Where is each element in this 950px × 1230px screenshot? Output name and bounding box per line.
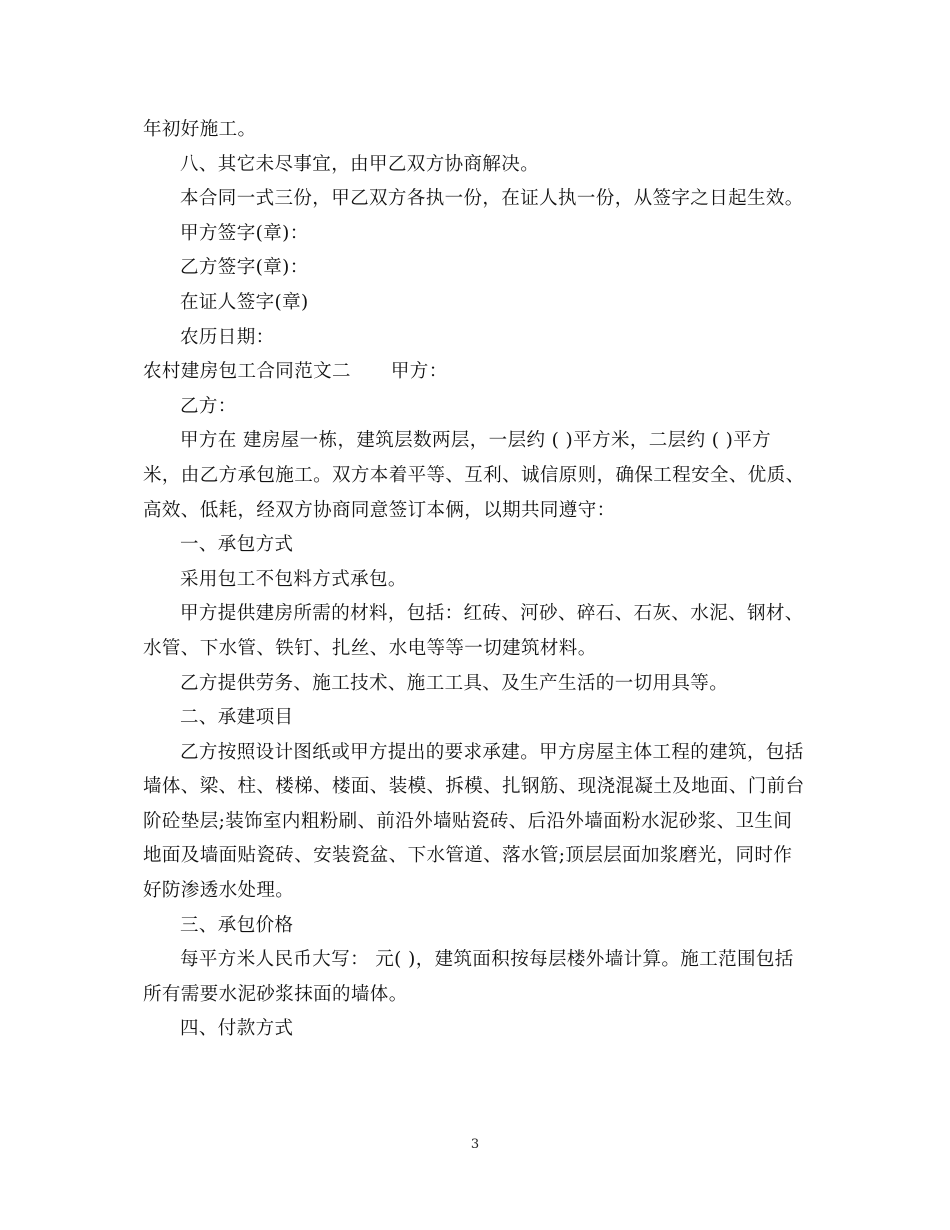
party-a-signature-line: 甲方签字(章)：: [180, 222, 309, 244]
lunar-date-line: 农历日期：: [180, 326, 275, 348]
clause-8: 八、其它未尽事宜，由甲乙双方协商解决。: [180, 153, 540, 175]
section-heading-line: [143, 355, 808, 390]
document-body: [143, 113, 808, 1047]
heading-contract-price: 三、承包价格: [180, 914, 294, 936]
heading-contracting-method: 一、承包方式: [180, 534, 294, 556]
construction-items-paragraph: 乙方按照设计图纸或甲方提出的要求承建。甲方房屋主体工程的建筑，包括墙体、梁、柱、楼梯、楼面、装模、拆模、扎钢筋、现浇混凝土及地面、门前台阶砼垫层;装饰室内粗粉刷、前沿外墙贴瓷砖、后沿外墙面粉水泥砂浆、卫生间地面及墙面贴瓷砖、安装瓷盆、下水管道、落水管;顶层层面加浆磨光，同时作好防渗透水处理。: [143, 741, 805, 902]
party-b-label: 乙方：: [180, 395, 237, 417]
page-number: 3: [470, 1137, 480, 1152]
contract-title: 农村建房包工合同范文二: [143, 361, 351, 383]
paragraph-continuation: 年初好施工。: [143, 119, 257, 140]
materials-paragraph: 甲方提供建房所需的材料，包括：红砖、河砂、碎石、石灰、水泥、钢材、水管、下水管、铁钉、扎丝、水电等等一切建筑材料。: [143, 603, 804, 659]
heading-construction-items: 二、承建项目: [180, 707, 294, 729]
contract-copies-clause: 本合同一式三份，甲乙双方各执一份，在证人执一份，从签字之日起生效。: [180, 188, 804, 210]
party-b-signature-line: 乙方签字(章)：: [180, 257, 309, 279]
contract-price-paragraph: 每平方米人民币大写： 元( )，建筑面积按每层楼外墙计算。施工范围包括所有需要水泥砂浆抹面的墙体。: [143, 949, 794, 1005]
contracting-method-text: 采用包工不包料方式承包。: [180, 568, 407, 590]
intro-paragraph: 甲方在 建房屋一栋，建筑层数两层，一层约 ( )平方米，二层约 ( )平方米，由乙方承包施工。双方本着平等、互利、诚信原则，确保工程安全、优质、高效、低耗，经双方协商同意签订本俩，以期共同遵守：: [143, 430, 805, 521]
witness-signature-line: 在证人签字(章): [180, 291, 309, 313]
heading-payment-method: 四、付款方式: [180, 1018, 294, 1040]
party-a-label: 甲方：: [390, 361, 448, 383]
labor-paragraph: 乙方提供劳务、施工技术、施工工具、及生产生活的一切用具等。: [180, 672, 729, 694]
